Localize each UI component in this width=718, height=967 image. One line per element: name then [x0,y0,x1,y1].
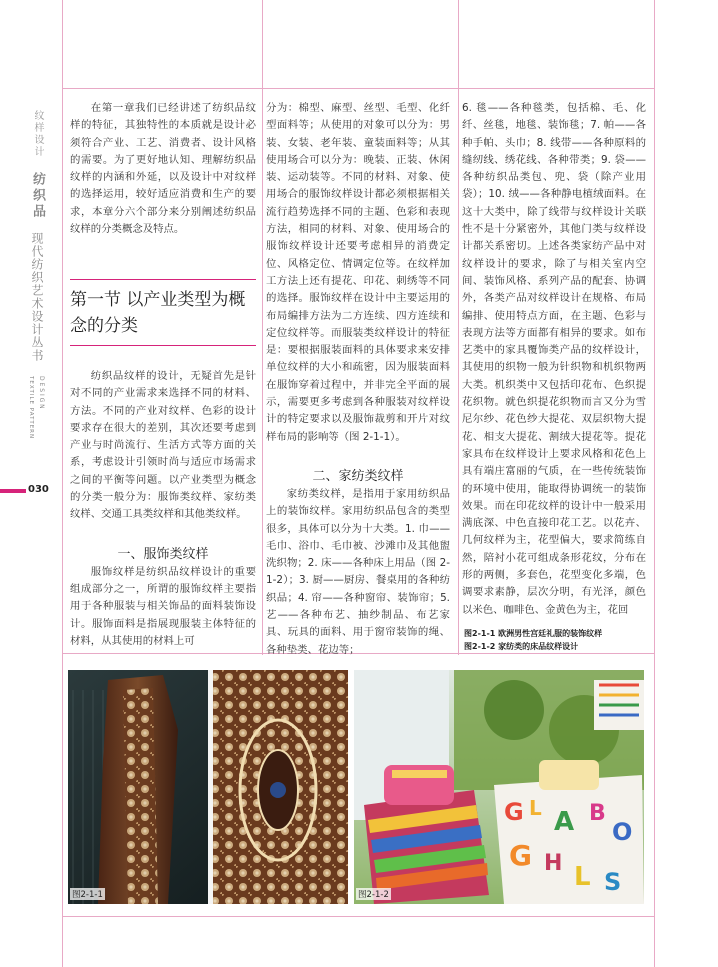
page-number: 030 [28,484,49,495]
apparel-paragraph: 服饰纹样是纺织品纹样设计的重要组成部分之一，所谓的服饰纹样主要指用于各种服装与相关饰品的面料装饰设计。服饰面料是指展现服装主体特征的材料，从其使用的材料上可 [70,565,256,647]
svg-text:O: O [612,818,633,846]
page-number-bar [0,489,26,493]
photo-bedding [354,670,644,904]
court-garment-image [68,670,348,904]
guide-line-left [62,0,63,967]
guide-line-bottom [62,916,654,917]
apparel-paragraph-cont: 分为：棉型、麻型、丝型、毛型、化纤型面料等；从使用的对象可以分为：男装、女装、老年装、童装面料等；从其使用场合可以分为：晚装、正装、休闲装、运动装等。不同的材料、对象、使用场合的服饰纹样设计都必须根据相关流行趋势选择不同的主题、色彩和表现方法，相同的材料、对象、使用场合的服饰纹样设计还要考虑相异的消费定位、风格定位、情调定位等。在纹样加工方法上还有提花、印花、刺绣等不同的选择。服饰纹样在设计中主要运用的布局编排方法为二方连续、四方连续和定位纹样等。而服装类纹样设计的特征是：要根据服装面料的具体要求来安排单位纹样的大小和疏密，因为服装面料在服饰穿着过程中，并非完全平面的展示，需要更多考虑到各种服装对纹样设计的特定要求以及服饰裁剪和开片对纹样布局的影响等（图 2-1-1）。 [266,102,450,443]
bedding-image [354,670,644,904]
sidebar [0,0,60,967]
column-3 [462,100,646,619]
caption-fig-1: 图2-1-1 欧洲男性宫廷礼服的装饰纹样 [464,629,603,638]
book-subtitle: 纹样设计 [32,110,43,158]
section-rule-bottom [70,345,256,346]
figure-captions [464,627,602,653]
svg-text:G: G [504,798,524,826]
book-title: 纺织品 [30,172,45,220]
subheading-home-textile: 二、家纺类纹样 [312,468,404,484]
column-1-intro [70,100,256,238]
svg-text:G: G [509,839,532,872]
photo-label-fig-1: 图2-1-1 [72,890,103,900]
svg-text:A: A [554,807,575,837]
guide-line-col2 [262,0,263,655]
section-title: 第一节 以产业类型为概念的分类 [70,290,246,336]
column-2 [266,100,450,659]
subheading-apparel: 一、服饰类纹样 [117,546,209,562]
section-paragraph-1: 纺织品纹样的设计，无疑首先是针对不同的产业需求来选择不同的材料、方法。不同的产业对纹样、色彩的设计要求存在很大的差别，其次还要考虑到产业与时尚流行、生活方式等方面的关系，考虑设计引领时尚与适应市场需求之间的平衡等问题。以产业类型为概念的分类一般分为：服饰类纹样、家纺类纹样、交通工具类纹样和其他类纹样。 [70,370,256,521]
guide-line-col3 [458,0,459,655]
home-textile-paragraph-cont: 6. 毯——各种毯类，包括棉、毛、化纤、丝毯，地毯、装饰毯；7. 帕——各种手帕、头巾；8. 线带——各种原料的缝纫线、绣花线、各种带类；9. 袋——各种纺织品类包、兜、袋（除产业用袋）；10. 绒——各种静电植绒面料。在这十大类中，除了线带与纹样设计关联性不是十分紧密外，其他门类与纹样设计都关系密切。上述各类家纺产品中对纹样设计的要求，除了与相关室内空间、装饰风格、系列产品的配套、协调外，各类产品对纹样设计在规格、布局编排、使用特点方面，在主题、色彩与表现方法等方面都有相异的要求。如布艺类中的家具覆饰类产品的纹样设计，其使用的织物一般为针织物和机织物两大类。机织类中又包括印花布、色织提花织物。就色织提花织物而言又分为雪尼尔纱、花色纱大提花、双层织物大提花、相支大提花、割绒大提花等。提花家具布在纹样设计上要求风格和花色上具有端庄富丽的气质，在一些传统装饰的环境中使用，能取得协调统一的装饰效果。而在印花纹样的设计中一般采用满底深、中色直接印花工艺。以花卉、几何纹样为主，花型偏大，要求简练自然，陪衬小花可组成条形花纹，分布在形的两侧，多套色，花型变化多端，色调要求素静，层次分明，有光泽，颜色以米色、咖啡色、金黄色为主，花回 [462,102,646,616]
series-title: 现代纺织艺术设计丛书 [30,232,44,362]
home-textile-paragraph: 家纺类纹样，是指用于家用纺织品上的装饰纹样。家用纺织品包含的类型很多，具体可以分为十大类。1. 巾——毛巾、浴巾、毛巾被、沙滩巾及其他盥洗织物；2. 床——各种床上用品（图 2-1-2）；3. 厨——厨房、餐桌用的各种纺织品；4. 帘——各种窗帘、装饰帘；5. 艺——各种布艺、抽纱制品、布艺家具、玩具的面料、用于窗帘装饰的绳、各种垫类、花边等； [266,487,450,656]
svg-text:S: S [604,868,622,896]
svg-text:L: L [574,862,591,892]
section-rule-top [70,279,256,280]
photo-label-fig-2: 图2-1-2 [358,890,389,900]
svg-text:L: L [529,796,542,820]
svg-text:B: B [589,801,606,826]
caption-fig-2: 图2-1-2 家纺类的床品纹样设计 [464,642,579,651]
guide-line-right [654,0,655,967]
intro-paragraph: 在第一章我们已经讲述了纺织品纹样的特征，其独特性的本质就是设计必须符合产业、工艺、消费者、设计风格的需要。为了更好地认知、理解纺织品纹样的内涵和外延，以及设计中对纹样的选择运用，较好适应消费和生产的要求，本章分六个部分来分别阐述纺织品纹样的分类概念及特点。 [70,102,256,236]
guide-line-top [62,88,654,89]
english-title-2: D E S I G N [38,376,45,409]
photo-court-garment [68,670,348,904]
column-1-body [70,368,256,650]
english-title-1: TEXTILE PATTERN [28,376,34,440]
svg-text:H: H [544,851,563,876]
